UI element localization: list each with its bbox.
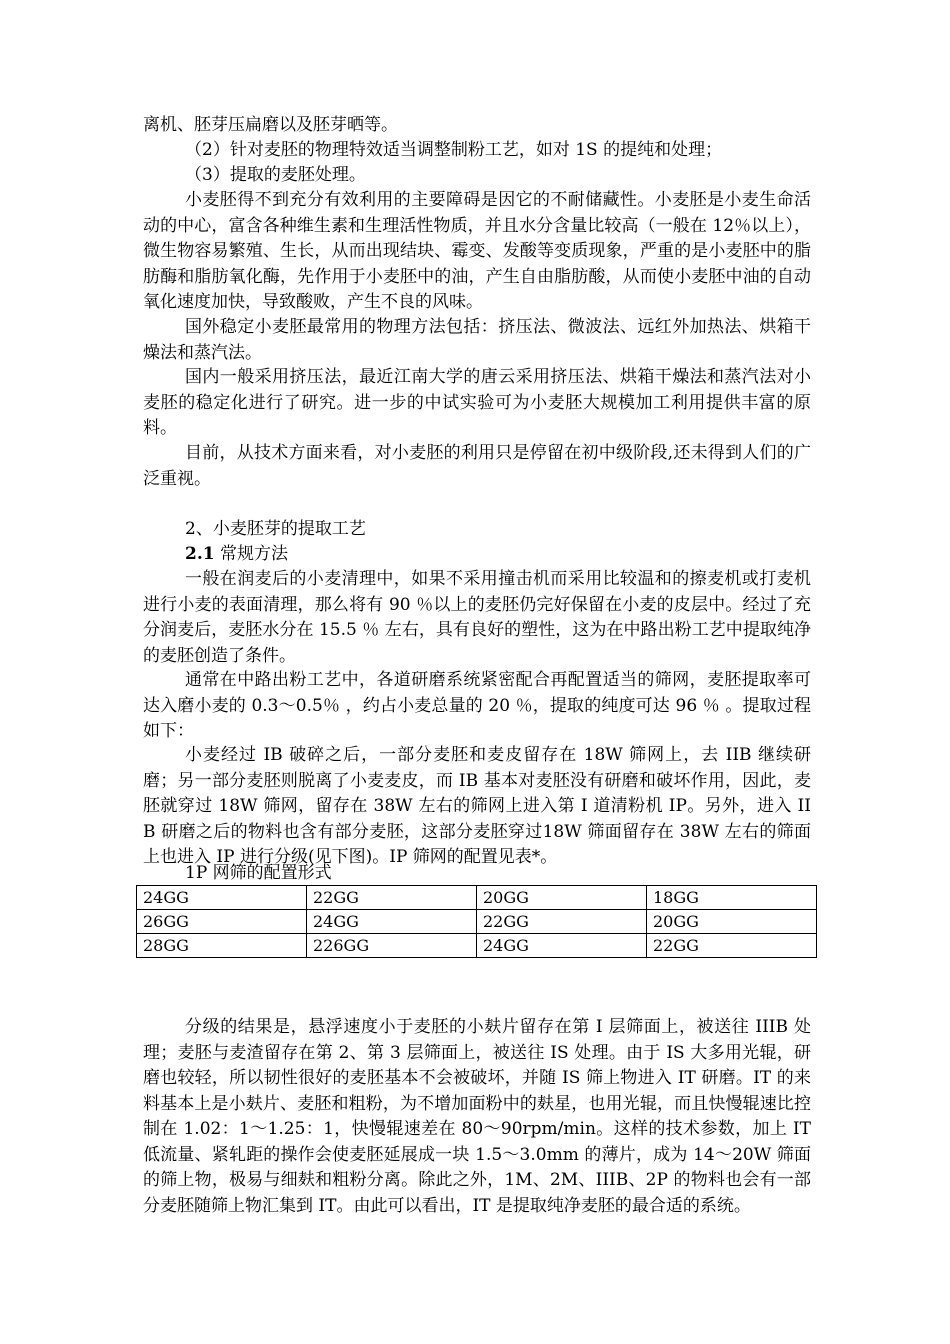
table-cell: 22GG (647, 934, 817, 958)
paragraph-current-status: 目前，从技术方面来看，对小麦胚的利用只是停留在初中级阶段,还未得到人们的广泛重视。 (143, 443, 811, 489)
subsection-number: 2.1 (185, 544, 215, 564)
table-cell: 18GG (647, 886, 817, 910)
table-row (137, 934, 817, 958)
paragraph-extraction-process: 小麦经过 IB 破碎之后，一部分麦胚和麦皮留存在 18W 筛网上，去 IIB 继续研磨；另一部分麦胚则脱离了小麦麦皮，而 IB 基本对麦胚没有研磨和破坏作用，因此，麦胚就穿过 18W 筛网，留存在 38W 左右的筛网上进入第 I 道清粉机 IP。另外，进入 II B 研磨之后的物料也含有部分麦胚，这部分麦胚穿过18W 筛面留存在 38W 左右的筛面上也进入 IP 进行分级(见下图)。IP 筛网的配置见表*。 (143, 745, 811, 867)
table-cell: 24GG (137, 886, 307, 910)
paragraph-storage-obstacle: 小麦胚得不到充分有效利用的主要障碍是因它的不耐储藏性。小麦胚是小麦生命活动的中心，富含各种维生素和生理活性物质，并且水分含量比较高（一般在 12％以上），微生物容易繁殖、生长，从而出现结块、霉变、发酸等变质现象，严重的是小麦胚中的脂肪酶和脂肪氧化酶，先作用于小麦胚中的油，产生自由脂肪酸，从而使小麦胚中油的自动氧化速度加快，导致酸败，产生不良的风味。 (143, 190, 811, 312)
paragraph-extraction-rate: 通常在中路出粉工艺中，各道研磨系统紧密配合再配置适当的筛网，麦胚提取率可达入磨小麦的 0.3～0.5％ ，约占小麦总量的 20 ％，提取的纯度可达 96 ％ 。提取过程如下： (143, 670, 811, 741)
table-caption: 1P 网筛的配置形式 (185, 863, 332, 883)
paragraph-cleaning: 一般在润麦后的小麦清理中，如果不采用撞击机而采用比较温和的擦麦机或打麦机进行小麦的表面清理，那么将有 90 ％以上的麦胚仍完好保留在小麦的皮层中。经过了充分润麦后，麦胚水分在 15.5 ％ 左右，具有良好的塑性，这为在中路出粉工艺中提取纯净的麦胚创造了条件。 (143, 569, 811, 666)
section-heading: 2、小麦胚芽的提取工艺 (185, 519, 366, 539)
table-cell: 20GG (477, 886, 647, 910)
subsection-title: 常规方法 (214, 544, 288, 564)
paragraph-foreign-methods: 国外稳定小麦胚最常用的物理方法包括：挤压法、微波法、远红外加热法、烘箱干燥法和蒸汽法。 (143, 317, 811, 363)
table-cell: 26GG (137, 910, 307, 934)
subsection-heading (185, 542, 288, 568)
table-cell: 20GG (647, 910, 817, 934)
table-cell: 28GG (137, 934, 307, 958)
table-cell: 22GG (307, 886, 477, 910)
paragraph-continuation: 离机、胚芽压扁磨以及胚芽晒等。 (143, 115, 398, 135)
list-item-2: （2）针对麦胚的物理特效适当调整制粉工艺，如对 1S 的提纯和处理； (185, 140, 723, 160)
table-cell: 24GG (477, 934, 647, 958)
list-item-3: （3）提取的麦胚处理。 (185, 165, 366, 185)
table-row (137, 910, 817, 934)
table-cell: 226GG (307, 934, 477, 958)
paragraph-grading-result: 分级的结果是，悬浮速度小于麦胚的小麸片留存在第 I 层筛面上，被送往 IIIB 处理；麦胚与麦渣留存在第 2、第 3 层筛面上，被送往 IS 处理。由于 IS 大多用光辊，研磨也较轻，所以韧性很好的麦胚基本不会被破坏，并随 IS 筛上物进入 IT 研磨。IT 的来料基本上是小麸片、麦胚和粗粉，为不增加面粉中的麸星，也用光辊，而且快慢辊速比控制在 1.02：1～1.25：1，快慢辊速差在 80～90rpm/min。这样的技术参数，加上 IT 低流量、紧轧距的操作会使麦胚延展成一块 1.5～3.0mm 的薄片，成为 14～20W 筛面的筛上物，极易与细麸和粗粉分离。除此之外，1M、2M、IIIB、2P 的物料也会有一部分麦胚随筛上物汇集到 IT。由此可以看出，IT 是提取纯净麦胚的最合适的系统。 (143, 1017, 811, 1216)
table-cell: 22GG (477, 910, 647, 934)
table-row (137, 886, 817, 910)
paragraph-domestic-methods: 国内一般采用挤压法，最近江南大学的唐云采用挤压法、烘箱干燥法和蒸汽法对小麦胚的稳定化进行了研究。进一步的中试实验可为小麦胚大规模加工利用提供丰富的原料。 (143, 367, 811, 438)
table-cell: 24GG (307, 910, 477, 934)
sieve-config-table (136, 885, 817, 958)
